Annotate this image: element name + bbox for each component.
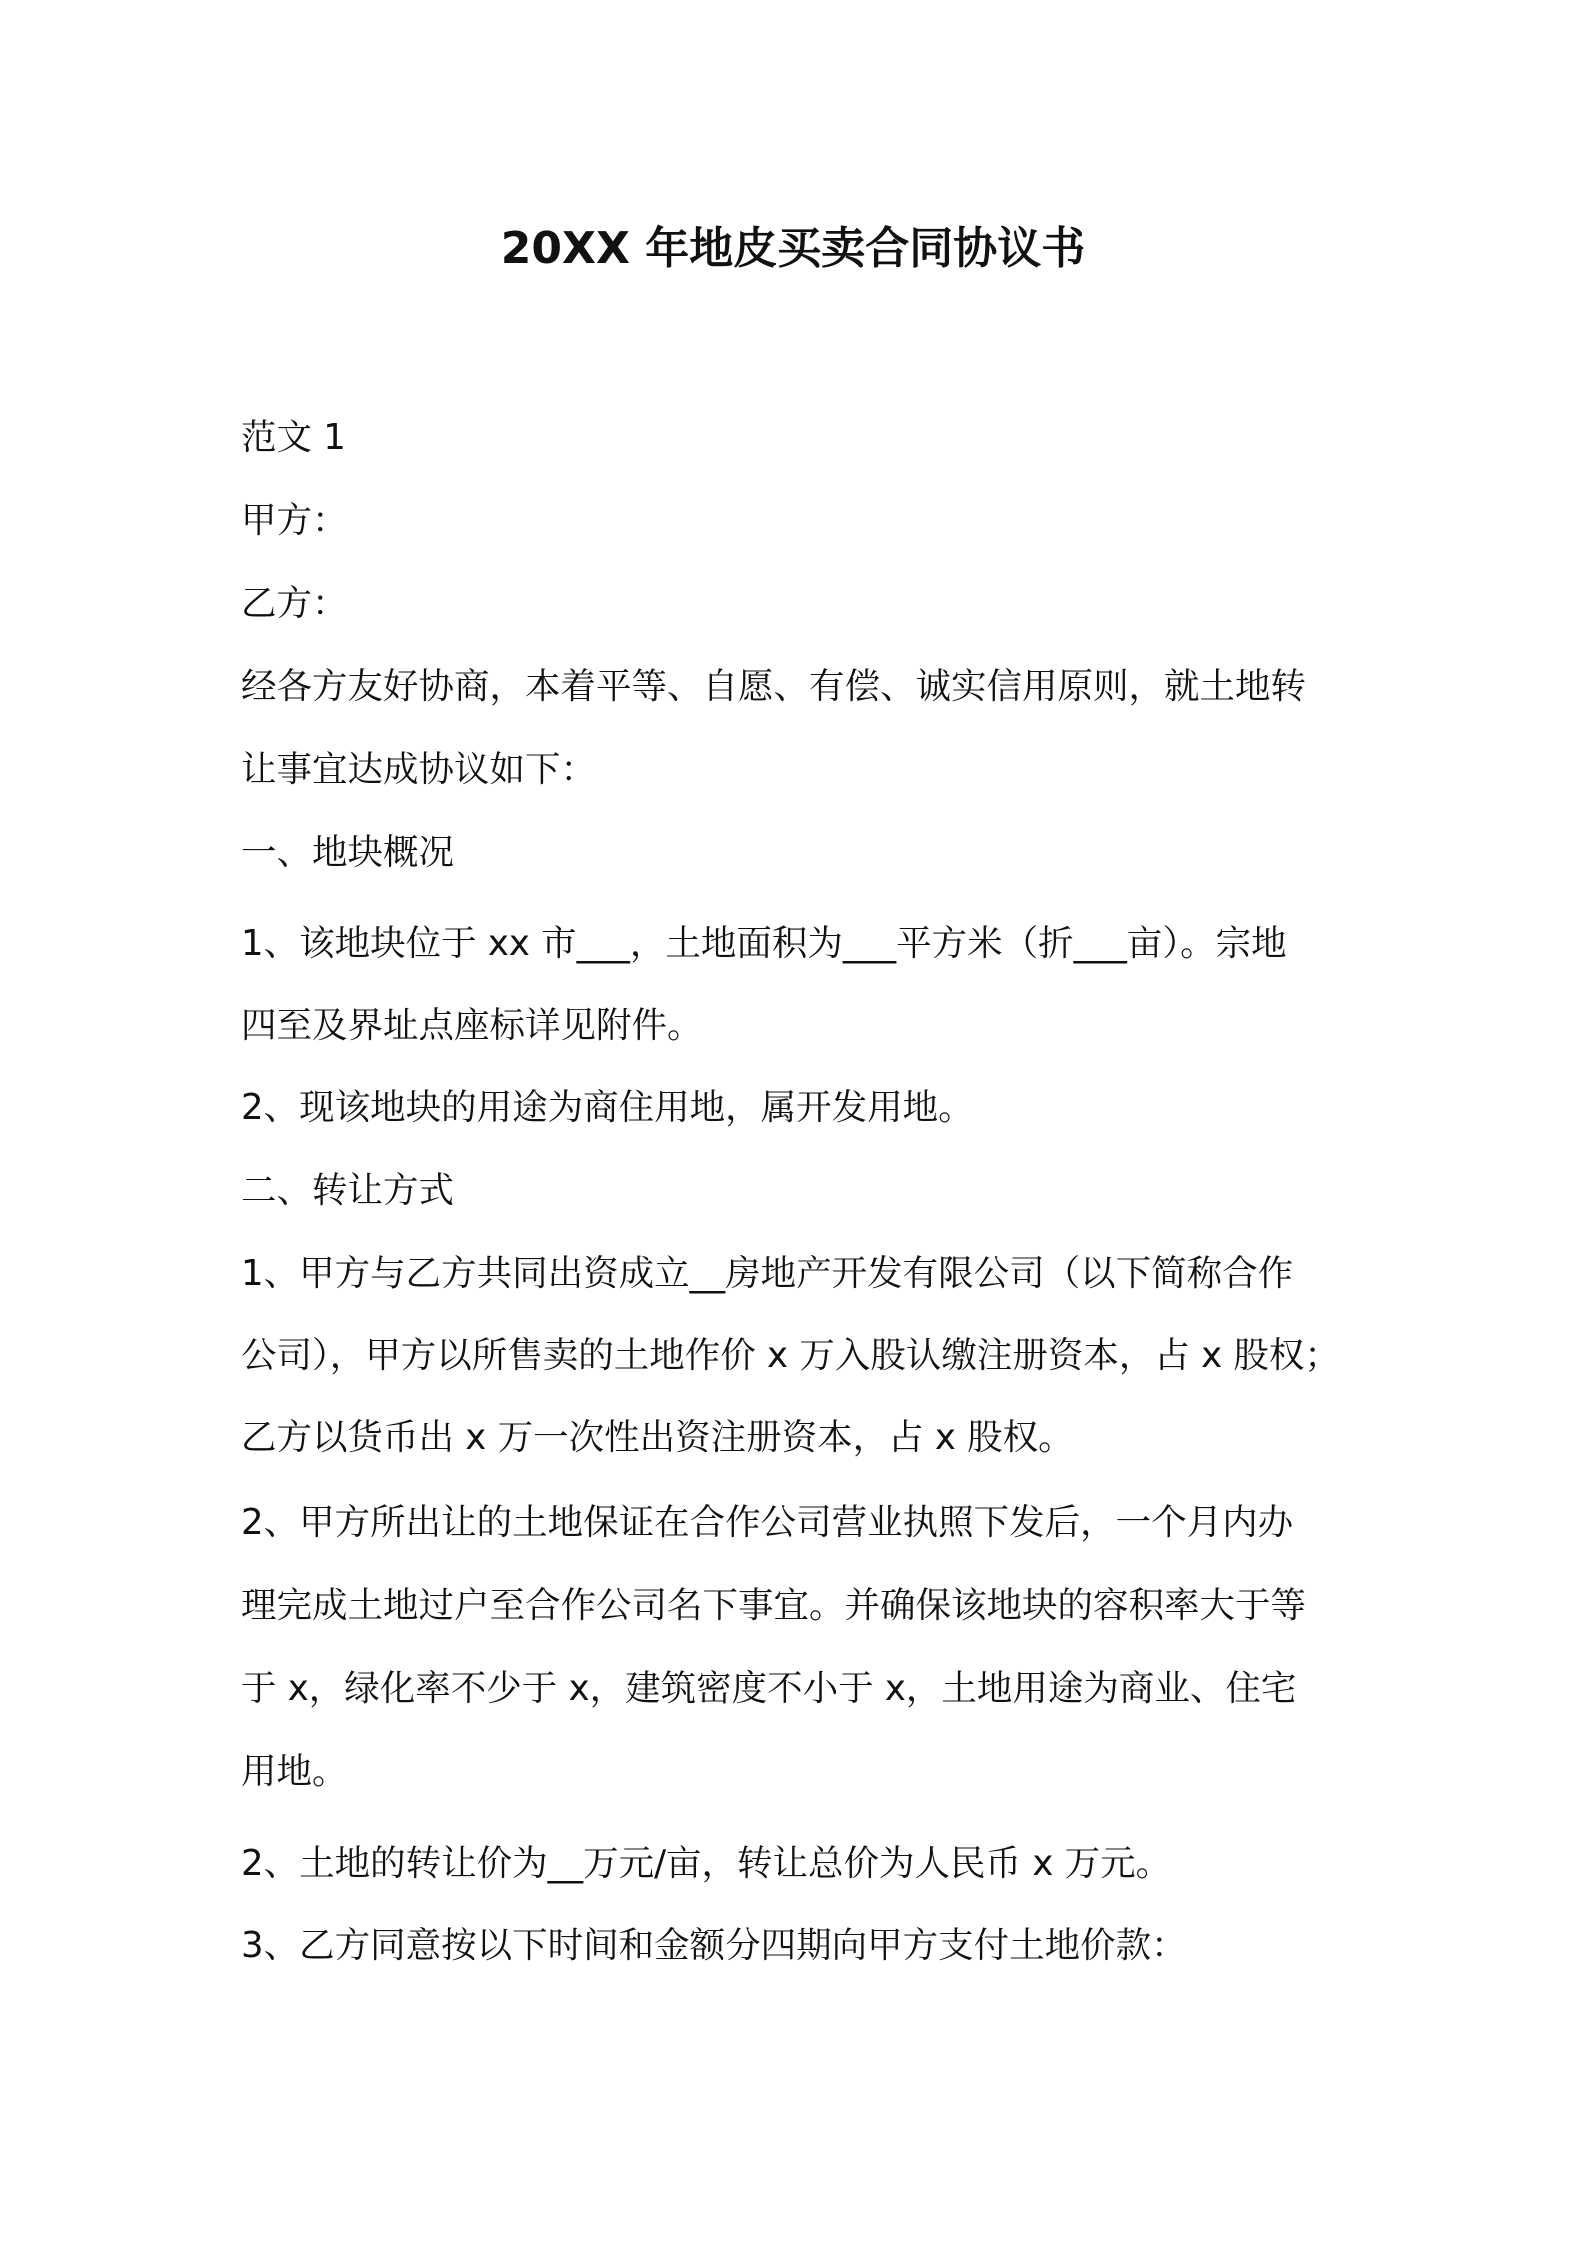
paragraph-line: 于 x，绿化率不少于 x，建筑密度不小于 x，土地用途为商业、住宅	[241, 1668, 1297, 1709]
paragraph-line: 2、现该地块的用途为商住用地，属开发用地。	[241, 1087, 974, 1128]
paragraph-line: 2、甲方所出让的土地保证在合作公司营业执照下发后，一个月内办	[241, 1502, 1294, 1543]
paragraph-line: 2、土地的转让价为__万元/亩，转让总价为人民币 x 万元。	[241, 1843, 1172, 1884]
paragraph-line: 理完成土地过户至合作公司名下事宜。并确保该地块的容积率大于等	[241, 1585, 1307, 1626]
section-heading: 二、转让方式	[241, 1170, 455, 1211]
paragraph-line: 用地。	[241, 1751, 348, 1792]
paragraph-line: 1、甲方与乙方共同出资成立__房地产开发有限公司（以下简称合作	[241, 1253, 1294, 1294]
paragraph-line: 四至及界址点座标详见附件。	[241, 1005, 703, 1046]
paragraph-line: 经各方友好协商，本着平等、自愿、有偿、诚实信用原则，就土地转	[241, 666, 1307, 707]
paragraph-line: 让事宜达成协议如下：	[241, 749, 597, 790]
document-title: 20XX 年地皮买卖合同协议书	[500, 223, 1086, 274]
paragraph-line: 1、该地块位于 xx 市___，土地面积为___平方米（折___亩）。宗地	[241, 923, 1287, 964]
party-b-field: 乙方：	[241, 583, 348, 624]
paragraph-line: 公司），甲方以所售卖的土地作价 x 万入股认缴注册资本，占 x 股权；	[241, 1335, 1340, 1376]
sample-label: 范文 1	[241, 417, 346, 458]
paragraph-line: 3、乙方同意按以下时间和金额分四期向甲方支付土地价款：	[241, 1925, 1187, 1966]
section-heading: 一、地块概况	[241, 832, 455, 873]
paragraph-line: 乙方以货币出 x 万一次性出资注册资本，占 x 股权。	[241, 1417, 1074, 1458]
party-a-field: 甲方：	[241, 500, 348, 541]
